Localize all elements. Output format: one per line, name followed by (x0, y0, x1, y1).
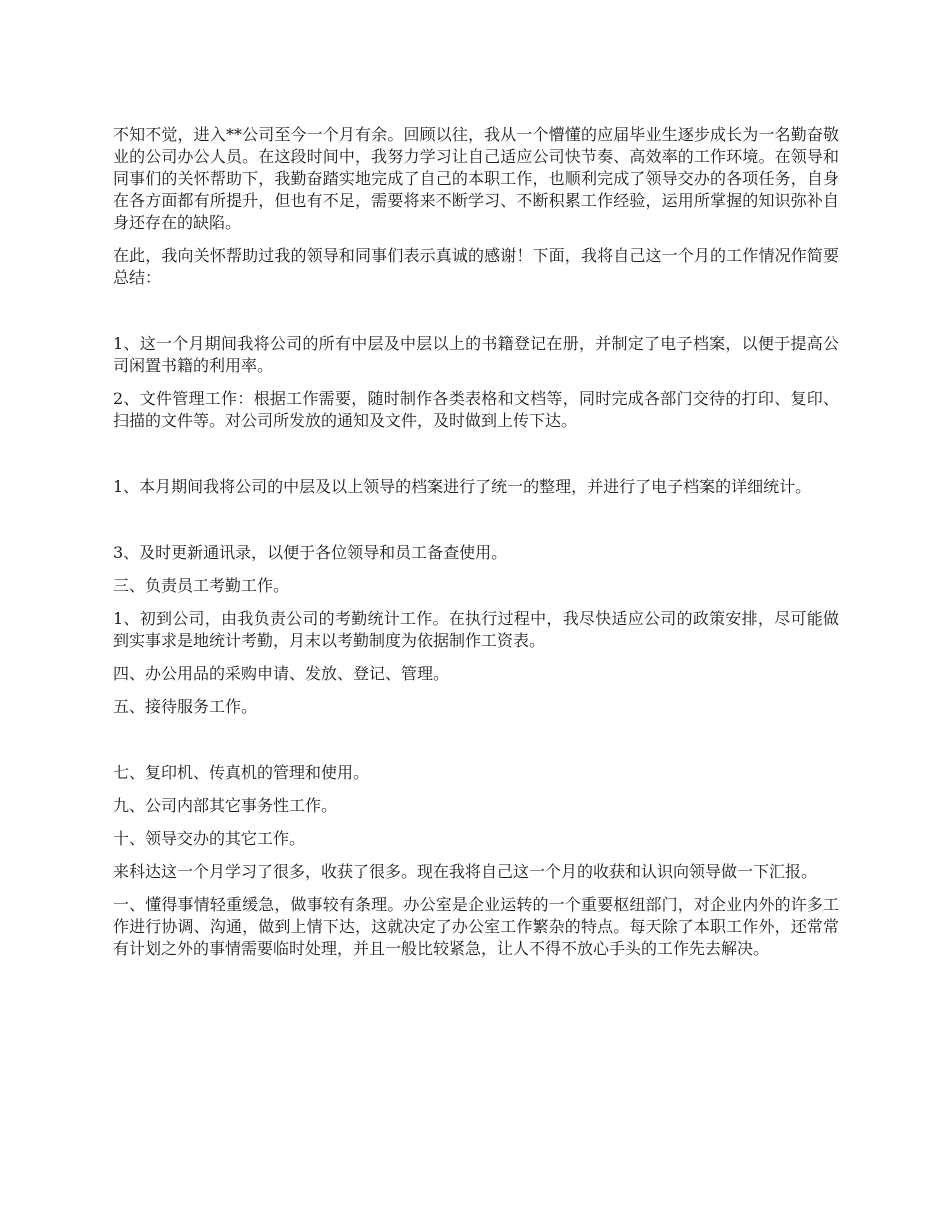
paragraph-item-attendance: 1、初到公司，由我负责公司的考勤统计工作。在执行过程中，我尽快适应公司的政策安排，尽可能做到实事求是地统计考勤，月末以考勤制度为依据制作工资表。 (113, 609, 839, 650)
paragraph-item-files: 2、文件管理工作：根据工作需要，随时制作各类表格和文档等，同时完成各部门交待的打印、复印、扫描的文件等。对公司所发放的通知及文件，及时做到上传下达。 (113, 389, 839, 430)
paragraph-item-contacts: 3、及时更新通讯录，以便于各位领导和员工备查使用。 (113, 543, 508, 562)
paragraph-heading-copier: 七、复印机、传真机的管理和使用。 (113, 763, 370, 782)
paragraph-intro: 不知不觉，进入**公司至今一个月有余。回顾以往，我从一个懵懂的应届毕业生逐步成长为一名勤奋敬业的公司办公人员。在这段时间中，我努力学习让自己适应公司快节奏、高效率的工作环境。在领导和同事们的关怀帮助下，我勤奋踏实地完成了自己的本职工作，也顺利完成了领导交办的各项任务，自身在各方面都有所提升，但也有不足，需要将来不断学习、不断积累工作经验，运用所掌握的知识弥补自身还存在的缺陷。 (113, 125, 839, 232)
paragraph-item-archives: 1、本月期间我将公司的中层及以上领导的档案进行了统一的整理，并进行了电子档案的详细统计。 (113, 477, 812, 496)
document-body (113, 124, 839, 971)
paragraph-heading-supplies: 四、办公用品的采购申请、发放、登记、管理。 (113, 664, 450, 683)
paragraph-report: 来科达这一个月学习了很多，收获了很多。现在我将自己这一个月的收获和认识向领导做一下汇报。 (113, 862, 818, 881)
paragraph-item-books: 1、这一个月期间我将公司的所有中层及中层以上的书籍登记在册，并制定了电子档案，以便于提高公司闲置书籍的利用率。 (113, 334, 839, 375)
paragraph-heading-other: 十、领导交办的其它工作。 (113, 829, 306, 848)
paragraph-heading-internal: 九、公司内部其它事务性工作。 (113, 796, 338, 815)
blank-gap (113, 443, 839, 476)
blank-gap (113, 729, 839, 762)
blank-gap (113, 509, 839, 542)
paragraph-heading-reception: 五、接待服务工作。 (113, 697, 258, 716)
paragraph-heading-attendance: 三、负责员工考勤工作。 (113, 576, 290, 595)
paragraph-priorities: 一、懂得事情轻重缓急，做事较有条理。办公室是企业运转的一个重要枢纽部门，对企业内外的许多工作进行协调、沟通，做到上情下达，这就决定了办公室工作繁杂的特点。每天除了本职工作外，还常常有计划之外的事情需要临时处理，并且一般比较紧急，让人不得不放心手头的工作先去解决。 (113, 895, 839, 958)
blank-gap (113, 300, 839, 333)
paragraph-thanks: 在此，我向关怀帮助过我的领导和同事们表示真诚的感谢！下面，我将自己这一个月的工作情况作简要总结： (113, 246, 839, 287)
